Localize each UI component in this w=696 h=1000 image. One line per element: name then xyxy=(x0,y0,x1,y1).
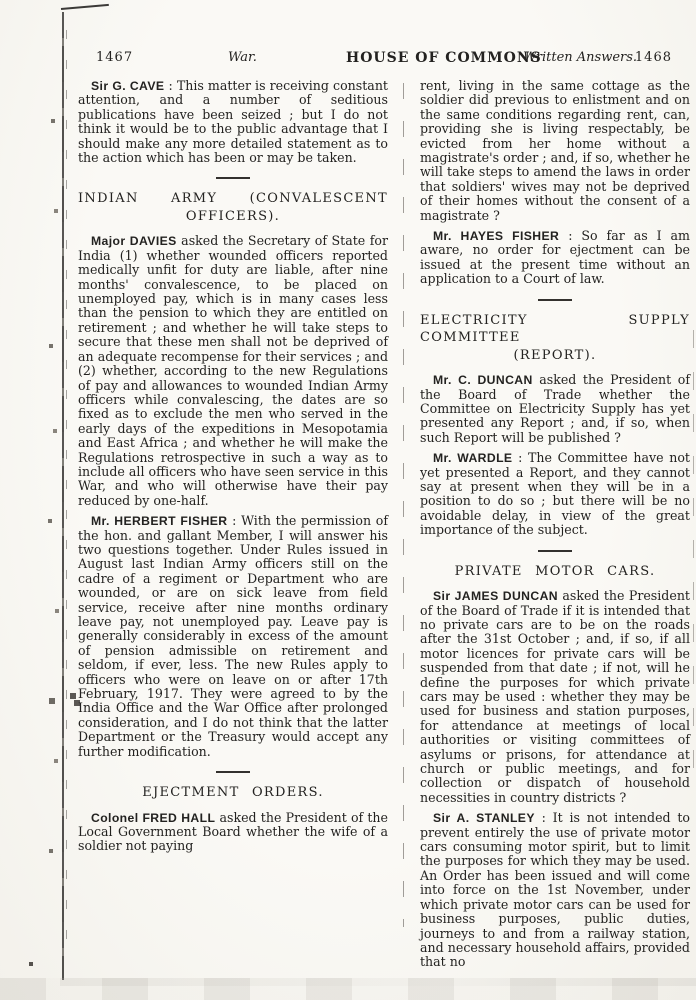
section-heading xyxy=(78,784,388,802)
heading-line: (REPORT). xyxy=(513,347,597,363)
heading-line: INDIAN ARMY (CONVALESCENT xyxy=(78,191,388,207)
speaker-name: Mr. WARDLE xyxy=(433,451,513,466)
running-title-left: War. xyxy=(228,50,257,65)
speaker-name: Major DAVIES xyxy=(91,234,177,249)
speaker-name: Sir G. CAVE xyxy=(91,79,165,93)
section-heading xyxy=(420,563,690,581)
binding-top-hook xyxy=(61,4,109,10)
paragraph: Mr. WARDLE : The Committee have not yet presented a Report, and they cannot say at present when they will be in a position to do so ; but there will be no avoidable delay, in view of the great importance of the subject. xyxy=(420,450,690,538)
page-title: HOUSE OF COMMONS xyxy=(346,50,542,66)
heading-line: ELECTRICITY SUPPLY COMMITTEE xyxy=(420,312,690,346)
speaker-name: Mr. C. DUNCAN xyxy=(433,373,533,388)
paragraph: Colonel FRED HALL asked the President of the Local Government Board whether the wife of a soldier not paying xyxy=(78,809,388,854)
heading-line: OFFICERS). xyxy=(185,208,281,224)
page-number-left: 1467 xyxy=(96,50,134,65)
section-divider xyxy=(538,299,572,301)
paragraph: Major DAVIES asked the Secretary of State for India (1) whether wounded officers reported medically unfit for duty are liable, after nine months' convalescence, to be placed on unemployed pay, which is in many cases less than the pension to which they are entitled on retirement ; and whether he will take steps to secure that these men shall not be deprived of an adequate recompense for their services ; and (2) whether, according to the new Regulations of pay and allowances to wounded Indian Army officers while convalescing, the dates are so fixed as to exclude the men who served in the early days of the expeditions in Mesopotamia and East Africa ; and whether he will make the Regulations retrospective in such a way as to include all officers who have seen service in this War, and who will otherwise have their pay reduced by one-half. xyxy=(78,233,388,508)
section-heading xyxy=(78,190,388,225)
paragraph: Sir G. CAVE : This matter is receiving constant attention, and a number of seditious publications have been seized ; but I do not think it would be to the public advantage that I should make any more detailed statement as to the action which has been or may be taken. xyxy=(78,78,388,166)
binding-edge-line-faint xyxy=(66,30,67,960)
speaker-name: Mr. HAYES FISHER xyxy=(433,229,560,244)
section-divider xyxy=(538,550,572,552)
columns-container xyxy=(78,79,690,982)
paragraph: Mr. HERBERT FISHER : With the permission of the hon. and gallant Member, I will answer his two questions together. Under Rules issued in August last Indian Army officers still on the cadre of a regiment or Department who are wounded, or are on sick leave from field service, receive after nine months ordinary leave pay, not unemployed pay. Leave pay is generally considerably in excess of the amount of pension admissible on retirement and seldom, if ever, less. The new Rules apply to officers who were on leave on or after 17th February, 1917. They were agreed to by the India Office and the War Office after prolonged consideration, and I do not think that the latter Department or the Treasury would accept any further modification. xyxy=(78,513,388,759)
right-edge-rule xyxy=(693,330,694,780)
paragraph: Sir A. STANLEY : It is not intended to prevent entirely the use of private motor cars consuming motor spirit, but to limit the purposes for which they may be used. An Order has been issued and will come into force on the 1st November, under which private motor cars can be used for business purposes, public duties, journeys to and from a railway station, and necessary household affairs, provided that no xyxy=(420,810,690,970)
page-header xyxy=(78,50,690,68)
speaker-name: Mr. HERBERT FISHER xyxy=(91,514,228,529)
section-divider xyxy=(216,177,250,179)
speaker-name: Sir A. STANLEY xyxy=(433,811,535,826)
binding-edge-line xyxy=(62,12,64,980)
column-rule xyxy=(388,79,420,982)
paragraph: Mr. C. DUNCAN asked the President of the Board of Trade whether the Committee on Electricity Supply has yet presented any Report ; and, if so, when such Report will be published ? xyxy=(420,372,691,445)
speaker-name: Sir JAMES DUNCAN xyxy=(433,589,558,604)
section-divider xyxy=(216,771,250,773)
heading-line: PRIVATE MOTOR CARS. xyxy=(454,563,656,579)
paragraph: Sir JAMES DUNCAN asked the President of the Board of Trade if it is intended that no private cars are to be on the roads after the 31st October ; and, if so, if all motor licences for private cars will be suspended from that date ; if not, will he define the purposes for which private cars may be used : whether they may be used for business and station purposes, for attendance at meetings of local authorities or visiting committees of asylums or prisons, for attendance at church or public meetings, and for collection or dispatch of household necessities in country districts ? xyxy=(420,588,690,805)
section-heading xyxy=(420,312,690,365)
column-right xyxy=(420,79,690,982)
running-title-right: Written Answers. xyxy=(523,50,638,65)
scan-speckles xyxy=(0,0,2,2)
page-number-right: 1468 xyxy=(634,50,672,65)
paragraph: Mr. HAYES FISHER : So far as I am aware, no order for ejectment can be issued at the present time without an application to a Court of law. xyxy=(420,228,691,287)
speaker-name: Colonel FRED HALL xyxy=(91,810,216,825)
heading-line: EJECTMENT ORDERS. xyxy=(142,785,324,801)
paragraph: rent, living in the same cottage as the soldier did previous to enlistment and on the same conditions regarding rent, can, providing she is living respectably, be evicted from her home without a magistrate's order ; and, if so, whether he will take steps to amend the laws in order that soldiers' wives may not be deprived of their homes without the consent of a magistrate ? xyxy=(420,78,690,223)
column-left xyxy=(78,79,388,982)
